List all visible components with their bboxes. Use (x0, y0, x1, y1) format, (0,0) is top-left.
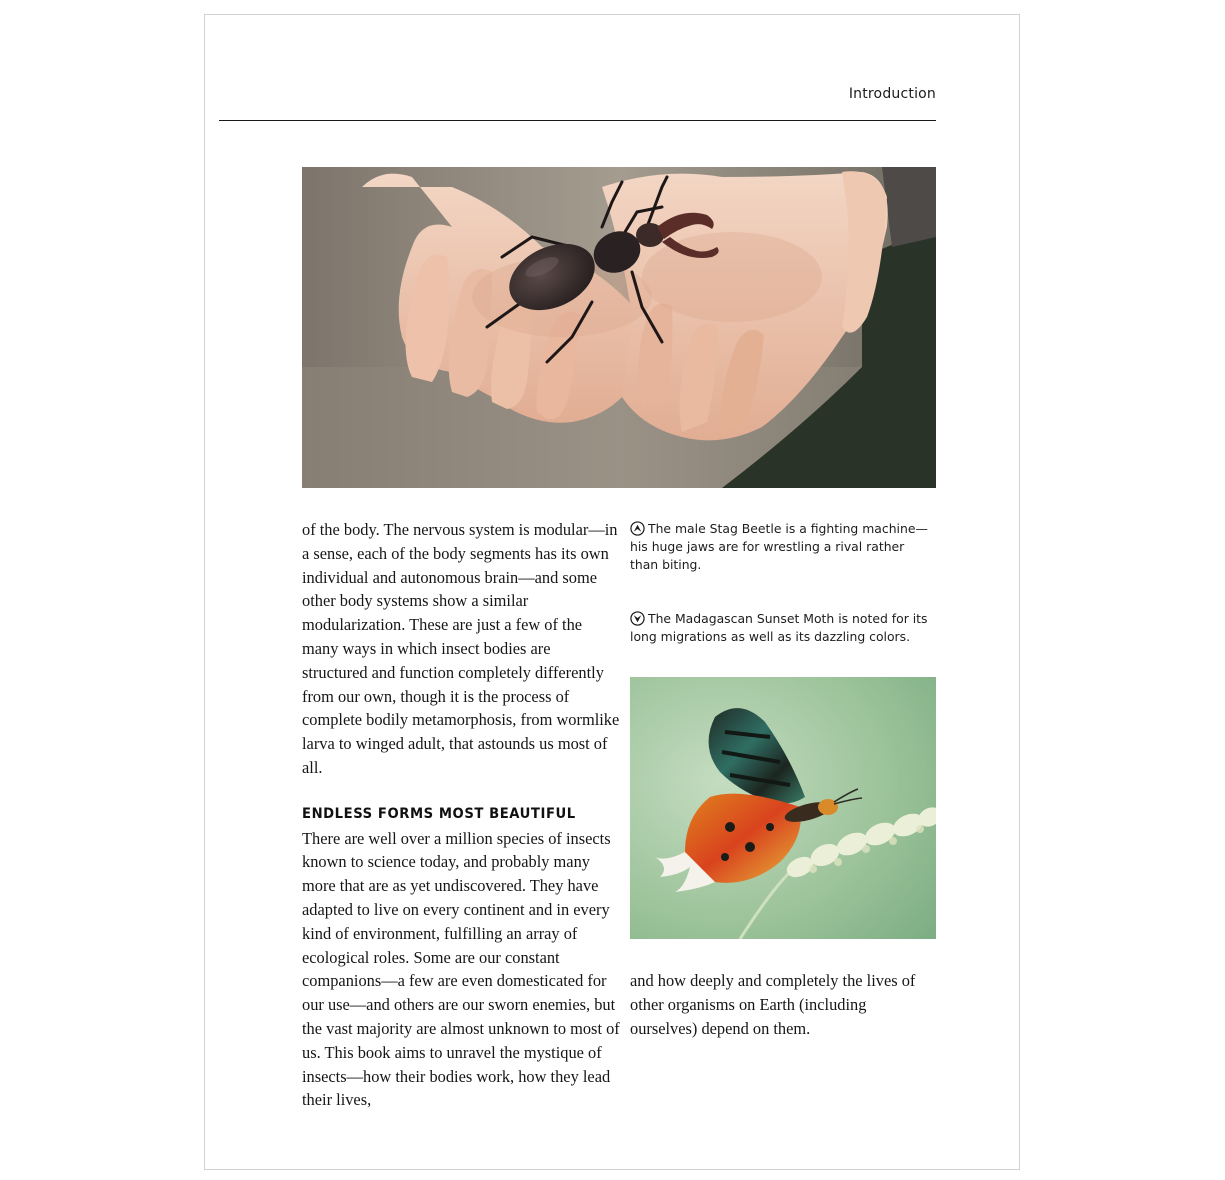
stag-beetle-photo (302, 167, 936, 488)
section-heading: ENDLESS FORMS MOST BEAUTIFUL (302, 805, 576, 822)
caption-stag-beetle (630, 520, 936, 574)
header-rule (219, 120, 936, 121)
caption-text: The male Stag Beetle is a fighting machine—his huge jaws are for wrestling a rival rather than biting. (630, 521, 928, 572)
running-head: Introduction (848, 86, 936, 102)
arrow-up-circle-icon (630, 521, 645, 536)
sunset-moth-photo (630, 677, 936, 939)
body-paragraph: There are well over a million species of insects known to science today, and probably many more that are as yet undiscovered. They have adapted to live on every continent and in every kind of environment, fulfilling an array of ecological roles. Some are our constant companions—a few are even domesticated for our use—and others are our sworn enemies, but the vast majority are almost unknown to most of us. This book aims to unravel the mystique of insects—how their bodies work, how they lead their lives, (302, 828, 620, 1110)
caption-sunset-moth (630, 610, 936, 646)
caption-text: The Madagascan Sunset Moth is noted for its long migrations as well as its dazzling colors. (630, 611, 928, 644)
body-paragraph: of the body. The nervous system is modular—in a sense, each of the body segments has its own individual and autonomous brain—and some other body systems show a similar modularization. These are just a few of the many ways in which insect bodies are structured and function completely differently from our own, though it is the process of complete bodily metamorphosis, from wormlike larva to winged adult, that astounds us most of all. (302, 520, 620, 777)
body-text-column (302, 518, 620, 1112)
body-paragraph-continued: and how deeply and completely the lives of other organisms on Earth (including ourselves) depend on them. (630, 971, 916, 1038)
arrow-down-circle-icon (630, 611, 645, 626)
